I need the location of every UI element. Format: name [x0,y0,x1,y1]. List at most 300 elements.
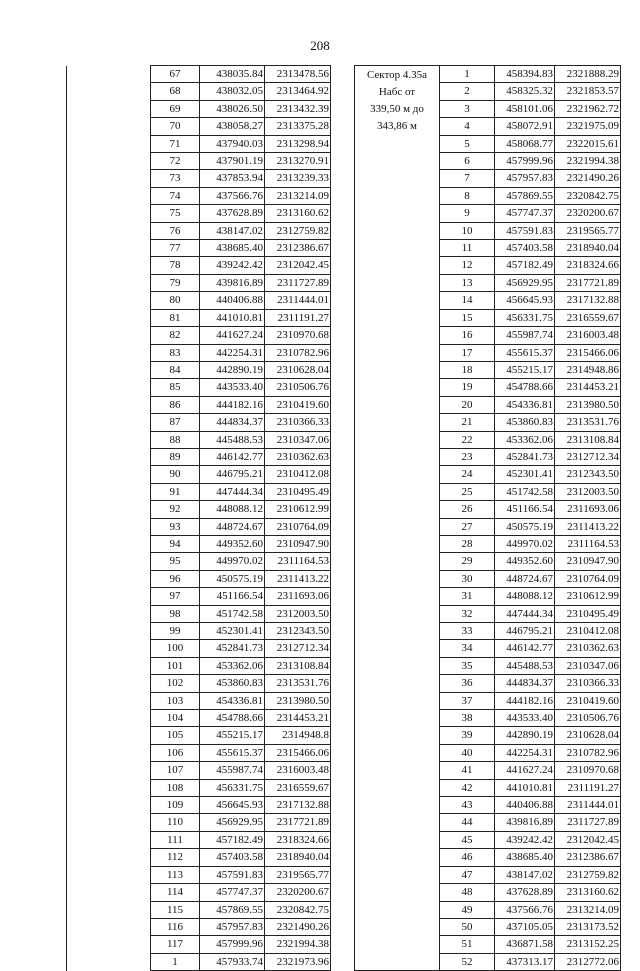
x-coordinate: 456929.95 [200,814,265,831]
point-number: 22 [440,431,495,448]
y-coordinate: 2311444.01 [555,797,621,814]
point-number: 15 [440,309,495,326]
x-coordinate: 451166.54 [200,588,265,605]
y-coordinate: 2318940.04 [265,849,331,866]
x-coordinate: 453362.06 [200,657,265,674]
point-number: 84 [151,361,200,378]
point-number: 26 [440,501,495,518]
x-coordinate: 438032.05 [200,83,265,100]
x-coordinate: 437940.03 [200,135,265,152]
point-number: 69 [151,100,200,117]
x-coordinate: 455215.17 [200,727,265,744]
x-coordinate: 457869.55 [200,901,265,918]
x-coordinate: 454336.81 [200,692,265,709]
point-number: 21 [440,414,495,431]
y-coordinate: 2312343.50 [265,623,331,640]
y-coordinate: 2314948.86 [555,361,621,378]
y-coordinate: 2312003.50 [555,483,621,500]
point-number: 31 [440,588,495,605]
y-coordinate: 2311413.22 [555,518,621,535]
x-coordinate: 444834.37 [200,414,265,431]
x-coordinate: 454788.66 [495,379,555,396]
x-coordinate: 443533.40 [495,710,555,727]
x-coordinate: 443533.40 [200,379,265,396]
point-number: 112 [151,849,200,866]
x-coordinate: 437313.17 [495,953,555,970]
point-number: 92 [151,501,200,518]
point-number: 91 [151,483,200,500]
page-number: 208 [310,38,330,53]
point-number: 89 [151,448,200,465]
y-coordinate: 2313432.39 [265,100,331,117]
y-coordinate: 2320200.67 [555,205,621,222]
x-coordinate: 457182.49 [200,831,265,848]
y-coordinate: 2314453.21 [265,710,331,727]
point-number: 109 [151,797,200,814]
point-number: 67 [151,66,200,83]
y-coordinate: 2320842.75 [265,901,331,918]
x-coordinate: 457591.83 [495,222,555,239]
point-number: 13 [440,274,495,291]
point-number: 45 [440,831,495,848]
y-coordinate: 2321973.96 [265,953,331,970]
x-coordinate: 458072.91 [495,118,555,135]
y-coordinate: 2312042.45 [265,257,331,274]
x-coordinate: 449352.60 [200,535,265,552]
point-number: 36 [440,675,495,692]
point-number: 6 [440,153,495,170]
y-coordinate: 2320200.67 [265,884,331,901]
x-coordinate: 456645.93 [200,797,265,814]
sector-label-line: 343,86 м [377,120,417,132]
point-number: 5 [440,135,495,152]
y-coordinate: 2310947.90 [555,553,621,570]
y-coordinate: 2313531.76 [265,675,331,692]
x-coordinate: 437566.76 [200,187,265,204]
y-coordinate: 2316003.48 [265,762,331,779]
y-coordinate: 2310347.06 [265,431,331,448]
x-coordinate: 442890.19 [200,361,265,378]
x-coordinate: 441010.81 [200,309,265,326]
y-coordinate: 2313464.92 [265,83,331,100]
y-coordinate: 2321975.09 [555,118,621,135]
y-coordinate: 2313108.84 [265,657,331,674]
y-coordinate: 2313531.76 [555,414,621,431]
point-number: 41 [440,762,495,779]
point-number: 77 [151,240,200,257]
coordinates-table-left [66,65,331,971]
point-number: 93 [151,518,200,535]
x-coordinate: 442254.31 [495,744,555,761]
point-number: 90 [151,466,200,483]
x-coordinate: 455987.74 [200,762,265,779]
y-coordinate: 2321853.57 [555,83,621,100]
point-number: 40 [440,744,495,761]
y-coordinate: 2321490.26 [555,170,621,187]
y-coordinate: 2312759.82 [555,866,621,883]
point-number: 78 [151,257,200,274]
x-coordinate: 438685.40 [200,240,265,257]
y-coordinate: 2318324.66 [555,257,621,274]
point-number: 94 [151,535,200,552]
x-coordinate: 455615.37 [495,344,555,361]
x-coordinate: 437105.05 [495,918,555,935]
x-coordinate: 442890.19 [495,727,555,744]
y-coordinate: 2310366.33 [265,414,331,431]
x-coordinate: 437628.89 [495,884,555,901]
y-coordinate: 2311444.01 [265,292,331,309]
y-coordinate: 2312759.82 [265,222,331,239]
x-coordinate: 452841.73 [495,448,555,465]
x-coordinate: 437901.19 [200,153,265,170]
point-number: 17 [440,344,495,361]
point-number: 107 [151,762,200,779]
x-coordinate: 458325.32 [495,83,555,100]
y-coordinate: 2310628.04 [265,361,331,378]
y-coordinate: 2313980.50 [555,396,621,413]
y-coordinate: 2313108.84 [555,431,621,448]
y-coordinate: 2313173.52 [555,918,621,935]
y-coordinate: 2313980.50 [265,692,331,709]
x-coordinate: 437853.94 [200,170,265,187]
x-coordinate: 453860.83 [495,414,555,431]
point-number: 103 [151,692,200,709]
x-coordinate: 449352.60 [495,553,555,570]
x-coordinate: 457182.49 [495,257,555,274]
x-coordinate: 441627.24 [200,327,265,344]
x-coordinate: 437628.89 [200,205,265,222]
point-number: 85 [151,379,200,396]
x-coordinate: 455615.37 [200,744,265,761]
y-coordinate: 2310947.90 [265,535,331,552]
y-coordinate: 2310366.33 [555,675,621,692]
y-coordinate: 2316559.67 [265,779,331,796]
x-coordinate: 456645.93 [495,292,555,309]
point-number: 100 [151,640,200,657]
point-number: 76 [151,222,200,239]
y-coordinate: 2310970.68 [265,327,331,344]
y-coordinate: 2317721.89 [555,274,621,291]
x-coordinate: 438026.50 [200,100,265,117]
x-coordinate: 453860.83 [200,675,265,692]
point-number: 86 [151,396,200,413]
x-coordinate: 445488.53 [495,657,555,674]
point-number: 8 [440,187,495,204]
x-coordinate: 450575.19 [495,518,555,535]
x-coordinate: 457999.96 [200,936,265,953]
x-coordinate: 441627.24 [495,762,555,779]
point-number: 28 [440,535,495,552]
point-number: 18 [440,361,495,378]
point-number: 114 [151,884,200,901]
x-coordinate: 450575.19 [200,570,265,587]
sector-label-cell [67,66,151,971]
point-number: 110 [151,814,200,831]
y-coordinate: 2312386.67 [265,240,331,257]
x-coordinate: 458394.83 [495,66,555,83]
x-coordinate: 457957.83 [495,170,555,187]
y-coordinate: 2322015.61 [555,135,621,152]
point-number: 71 [151,135,200,152]
y-coordinate: 2311164.53 [265,553,331,570]
y-coordinate: 2315466.06 [265,744,331,761]
point-number: 11 [440,240,495,257]
point-number: 25 [440,483,495,500]
x-coordinate: 457933.74 [200,953,265,970]
y-coordinate: 2321994.38 [265,936,331,953]
y-coordinate: 2311727.89 [555,814,621,831]
point-number: 1 [151,953,200,970]
point-number: 117 [151,936,200,953]
point-number: 74 [151,187,200,204]
y-coordinate: 2310782.96 [555,744,621,761]
x-coordinate: 454788.66 [200,710,265,727]
point-number: 32 [440,605,495,622]
point-number: 3 [440,100,495,117]
y-coordinate: 2313239.33 [265,170,331,187]
x-coordinate: 446795.21 [200,466,265,483]
y-coordinate: 2319565.77 [265,866,331,883]
y-coordinate: 2310362.63 [555,640,621,657]
point-number: 1 [440,66,495,83]
point-number: 47 [440,866,495,883]
y-coordinate: 2315466.06 [555,344,621,361]
y-coordinate: 2313375.28 [265,118,331,135]
point-number: 96 [151,570,200,587]
y-coordinate: 2312042.45 [555,831,621,848]
y-coordinate: 2310764.09 [555,570,621,587]
x-coordinate: 448724.67 [200,518,265,535]
point-number: 44 [440,814,495,831]
point-number: 68 [151,83,200,100]
x-coordinate: 438058.27 [200,118,265,135]
x-coordinate: 438147.02 [200,222,265,239]
y-coordinate: 2313478.56 [265,66,331,83]
y-coordinate: 2317132.88 [265,797,331,814]
point-number: 43 [440,797,495,814]
y-coordinate: 2311164.53 [555,535,621,552]
y-coordinate: 2311191.27 [555,779,621,796]
point-number: 2 [440,83,495,100]
x-coordinate: 442254.31 [200,344,265,361]
point-number: 14 [440,292,495,309]
y-coordinate: 2310628.04 [555,727,621,744]
point-number: 4 [440,118,495,135]
x-coordinate: 444182.16 [495,692,555,709]
point-number: 115 [151,901,200,918]
point-number: 95 [151,553,200,570]
y-coordinate: 2311693.06 [555,501,621,518]
point-number: 108 [151,779,200,796]
x-coordinate: 440406.88 [495,797,555,814]
point-number: 30 [440,570,495,587]
x-coordinate: 439242.42 [495,831,555,848]
y-coordinate: 2318324.66 [265,831,331,848]
point-number: 51 [440,936,495,953]
x-coordinate: 451742.58 [200,605,265,622]
point-number: 88 [151,431,200,448]
table-row [355,66,621,83]
y-coordinate: 2310419.60 [555,692,621,709]
x-coordinate: 446142.77 [495,640,555,657]
x-coordinate: 439242.42 [200,257,265,274]
point-number: 7 [440,170,495,187]
sector-label-line: 339,50 м до [370,103,424,115]
y-coordinate: 2317132.88 [555,292,621,309]
x-coordinate: 455987.74 [495,327,555,344]
y-coordinate: 2310506.76 [555,710,621,727]
point-number: 49 [440,901,495,918]
point-number: 87 [151,414,200,431]
coordinates-table-right [354,65,621,971]
point-number: 34 [440,640,495,657]
y-coordinate: 2311693.06 [265,588,331,605]
point-number: 101 [151,657,200,674]
point-number: 72 [151,153,200,170]
x-coordinate: 444834.37 [495,675,555,692]
x-coordinate: 457957.83 [200,918,265,935]
x-coordinate: 457403.58 [495,240,555,257]
point-number: 27 [440,518,495,535]
x-coordinate: 437566.76 [495,901,555,918]
point-number: 105 [151,727,200,744]
x-coordinate: 441010.81 [495,779,555,796]
x-coordinate: 452841.73 [200,640,265,657]
point-number: 99 [151,623,200,640]
point-number: 9 [440,205,495,222]
x-coordinate: 456929.95 [495,274,555,291]
y-coordinate: 2310495.49 [555,605,621,622]
x-coordinate: 458068.77 [495,135,555,152]
y-coordinate: 2313152.25 [555,936,621,953]
y-coordinate: 2319565.77 [555,222,621,239]
y-coordinate: 2310612.99 [555,588,621,605]
point-number: 102 [151,675,200,692]
y-coordinate: 2320842.75 [555,187,621,204]
y-coordinate: 2310612.99 [265,501,331,518]
x-coordinate: 456331.75 [495,309,555,326]
y-coordinate: 2313214.09 [265,187,331,204]
point-number: 50 [440,918,495,935]
point-number: 73 [151,170,200,187]
sector-label-line: Набс от [378,86,416,98]
x-coordinate: 457403.58 [200,849,265,866]
table-row [67,66,331,83]
y-coordinate: 2310412.08 [265,466,331,483]
point-number: 29 [440,553,495,570]
y-coordinate: 2318940.04 [555,240,621,257]
y-coordinate: 2310970.68 [555,762,621,779]
y-coordinate: 2321888.29 [555,66,621,83]
x-coordinate: 440406.88 [200,292,265,309]
y-coordinate: 2312712.34 [555,448,621,465]
point-number: 111 [151,831,200,848]
x-coordinate: 438685.40 [495,849,555,866]
x-coordinate: 457747.37 [200,884,265,901]
x-coordinate: 453362.06 [495,431,555,448]
point-number: 106 [151,744,200,761]
y-coordinate: 2310362.63 [265,448,331,465]
y-coordinate: 2316559.67 [555,309,621,326]
y-coordinate: 2310782.96 [265,344,331,361]
point-number: 23 [440,448,495,465]
point-number: 24 [440,466,495,483]
point-number: 19 [440,379,495,396]
x-coordinate: 444182.16 [200,396,265,413]
point-number: 35 [440,657,495,674]
x-coordinate: 449970.02 [495,535,555,552]
point-number: 39 [440,727,495,744]
x-coordinate: 457999.96 [495,153,555,170]
y-coordinate: 2313214.09 [555,901,621,918]
x-coordinate: 447444.34 [495,605,555,622]
x-coordinate: 446142.77 [200,448,265,465]
y-coordinate: 2311727.89 [265,274,331,291]
x-coordinate: 438147.02 [495,866,555,883]
point-number: 97 [151,588,200,605]
y-coordinate: 2310764.09 [265,518,331,535]
y-coordinate: 2316003.48 [555,327,621,344]
point-number: 42 [440,779,495,796]
x-coordinate: 452301.41 [200,623,265,640]
x-coordinate: 455215.17 [495,361,555,378]
x-coordinate: 458101.06 [495,100,555,117]
y-coordinate: 2314453.21 [555,379,621,396]
y-coordinate: 2313270.91 [265,153,331,170]
point-number: 48 [440,884,495,901]
point-number: 82 [151,327,200,344]
x-coordinate: 439816.89 [200,274,265,291]
point-number: 12 [440,257,495,274]
x-coordinate: 447444.34 [200,483,265,500]
sector-label-cell [355,66,440,971]
y-coordinate: 2317721.89 [265,814,331,831]
point-number: 98 [151,605,200,622]
x-coordinate: 457869.55 [495,187,555,204]
x-coordinate: 438035.84 [200,66,265,83]
y-coordinate: 2310495.49 [265,483,331,500]
y-coordinate: 2310412.08 [555,623,621,640]
point-number: 10 [440,222,495,239]
y-coordinate: 2310506.76 [265,379,331,396]
y-coordinate: 2310347.06 [555,657,621,674]
point-number: 75 [151,205,200,222]
point-number: 37 [440,692,495,709]
point-number: 52 [440,953,495,970]
y-coordinate: 2313160.62 [265,205,331,222]
y-coordinate: 2321962.72 [555,100,621,117]
y-coordinate: 2312386.67 [555,849,621,866]
x-coordinate: 436871.58 [495,936,555,953]
y-coordinate: 2321490.26 [265,918,331,935]
point-number: 104 [151,710,200,727]
x-coordinate: 451742.58 [495,483,555,500]
point-number: 38 [440,710,495,727]
x-coordinate: 457591.83 [200,866,265,883]
y-coordinate: 2321994.38 [555,153,621,170]
x-coordinate: 454336.81 [495,396,555,413]
point-number: 16 [440,327,495,344]
point-number: 80 [151,292,200,309]
y-coordinate: 2312003.50 [265,605,331,622]
x-coordinate: 457747.37 [495,205,555,222]
y-coordinate: 2312343.50 [555,466,621,483]
point-number: 20 [440,396,495,413]
y-coordinate: 2314948.8 [265,727,331,744]
x-coordinate: 451166.54 [495,501,555,518]
y-coordinate: 2312712.34 [265,640,331,657]
x-coordinate: 448088.12 [495,588,555,605]
